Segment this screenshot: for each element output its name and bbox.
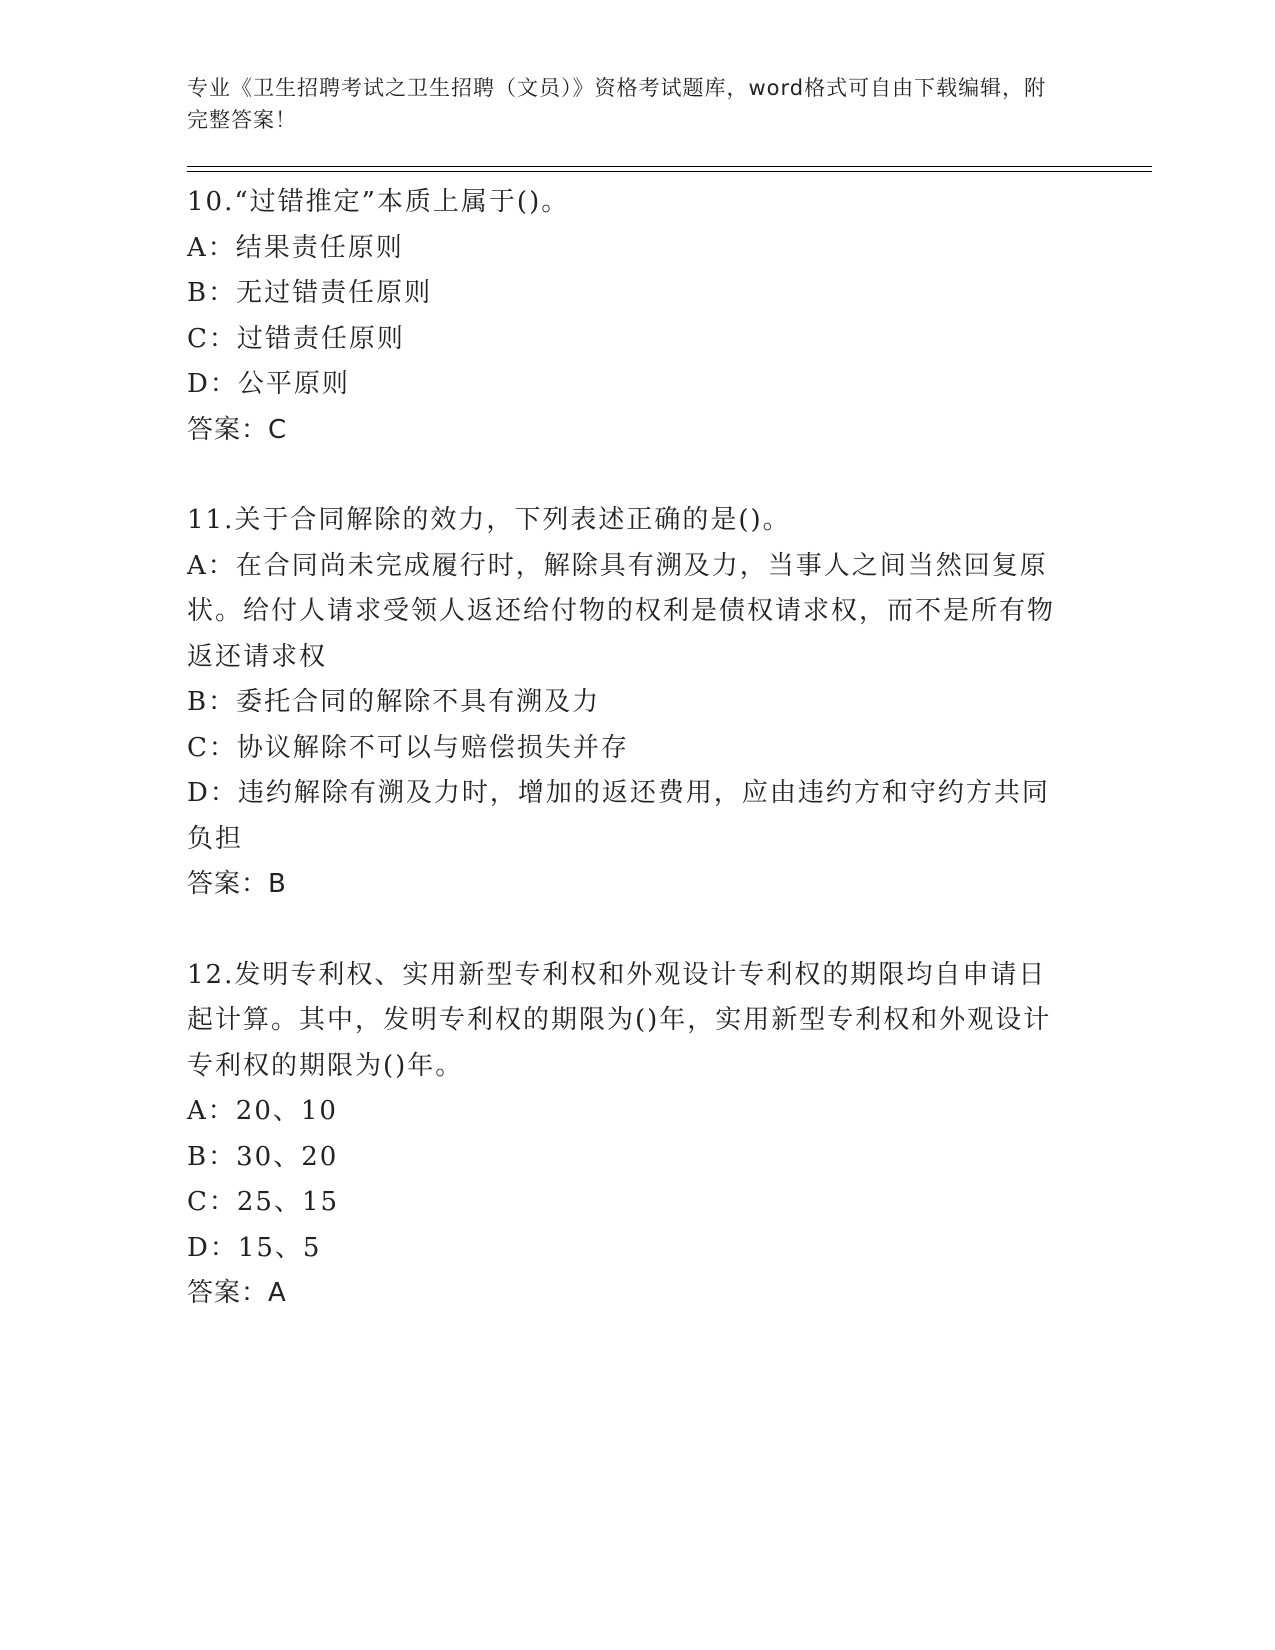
question-10 — [187, 180, 1067, 453]
question-text: 10.“过错推定”本质上属于()。 — [187, 187, 570, 217]
option-d: D：违约解除有溯及力时，增加的返还费用，应由违约方和守约方共同负担 — [187, 778, 1050, 854]
question-list — [187, 180, 1067, 1317]
option-c: C：25、15 — [187, 1187, 340, 1217]
question-12 — [187, 953, 1067, 1317]
option-a: A：结果责任原则 — [187, 232, 404, 263]
question-text: 11.关于合同解除的效力，下列表述正确的是()。 — [187, 505, 791, 535]
question-11 — [187, 498, 1067, 908]
option-d: D：15、5 — [187, 1232, 322, 1263]
answer: 答案：C — [187, 414, 288, 445]
option-a: A：20、10 — [187, 1096, 338, 1126]
answer: 答案：B — [187, 869, 287, 899]
option-b: B：30、20 — [187, 1141, 339, 1172]
option-b: B：无过错责任原则 — [187, 278, 433, 308]
option-d: D：公平原则 — [187, 369, 350, 399]
document-page — [187, 72, 1152, 1317]
option-c: C：过错责任原则 — [187, 323, 405, 354]
option-a: A：在合同尚未完成履行时，解除具有溯及力，当事人之间当然回复原状。给付人请求受领人返还给付物的权利是债权请求权，而不是所有物返还请求权 — [187, 550, 1056, 672]
question-text: 12.发明专利权、实用新型专利权和外观设计专利权的期限均自申请日起计算。其中，发明专利权的期限为()年，实用新型专利权和外观设计专利权的期限为()年。 — [187, 959, 1052, 1081]
option-b: B：委托合同的解除不具有溯及力 — [187, 687, 601, 717]
header-divider — [187, 166, 1152, 172]
answer: 答案：A — [187, 1278, 287, 1308]
document-header: 专业《卫生招聘考试之卫生招聘（文员）》资格考试题库，word格式可自由下载编辑，附完整答案！ — [187, 76, 1047, 132]
option-c: C：协议解除不可以与赔偿损失并存 — [187, 732, 629, 763]
